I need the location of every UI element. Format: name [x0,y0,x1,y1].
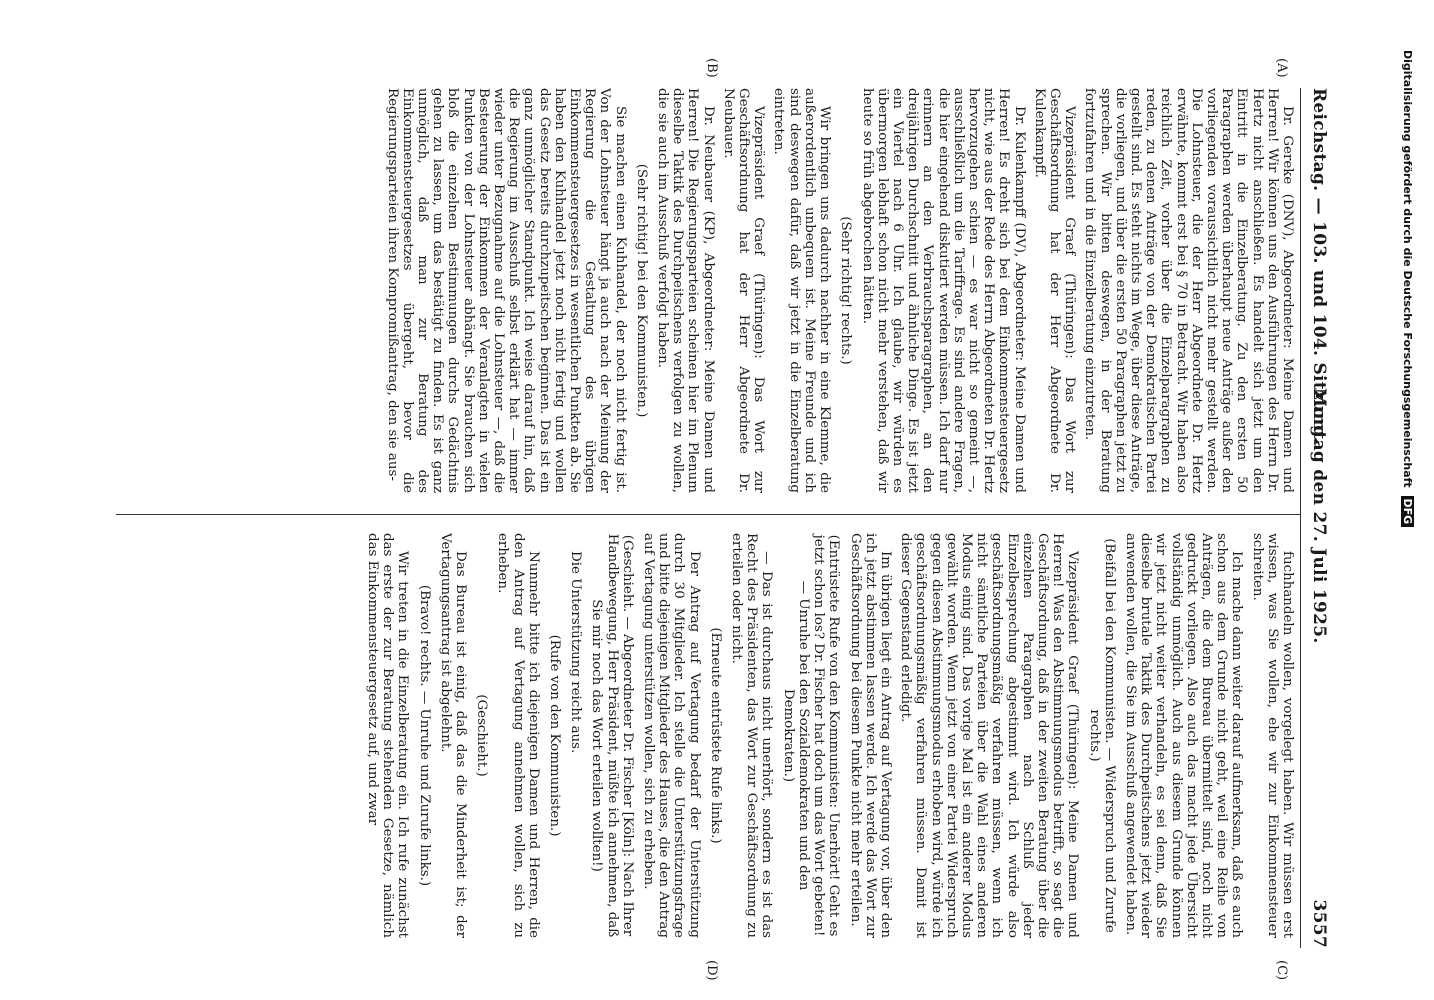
paragraph: Nunmehr bitte ich diejenigen Damen und Herren, die den Antrag auf Vertagung annehmen wollen, sich zu erheben. [495,533,541,938]
paragraph: Vizepräsident Graef (Thüringen): Das Wort zur Geschäftsordnung hat der Herr Abgeordnete Dr. Neubauer. [720,88,767,493]
paragraph: Das Bureau ist einig, daß das die Minderheit ist; der Vertagungsantrag ist abgelehnt. [437,533,469,938]
margin-letter-c: (C) [1274,960,1289,981]
paragraph: Vizepräsident Graef (Thüringen): Meine Damen und Herren! Was den Abstimmungsmodus betrifft, so sagt die Geschäftsordnung, daß in der zweiten Beratung über die einzelnen Paragraphen nach Schluß jeder Einzelbesprechung abgestimmt wird. Ich würde also geschäftsordnungsmäßig verfahren müssen, wenn ich nicht sämtliche Parteien über die Wahl eines anderen Modus einig sind. Das vorige Mal ist ein anderer Modus gewählt worden. Wenn jetzt von einer Partei Widerspruch gegen diesen Abstimmungsmodus erhoben wird, würde ich geschäftsordnungsmäßig verfahren müssen. Damit ist dieser Gegenstand erledigt. [898,533,1081,938]
interjection: (Erneute entrüstete Rufe links.) [707,627,723,844]
funding-note [1398,50,1414,750]
margin-letter-d: (D) [704,960,719,981]
header-left: Reichstag. — 103. und 104. Sitzung. [1309,88,1329,444]
page-header [1307,88,1329,948]
paragraph: Im übrigen liegt ein Antrag auf Vertagung vor, über den ich jetzt abstimmen lassen werde. Ich werde das Wort zur Geschäftsordnung bei diesem Punkte nicht mehr erteilen. [847,533,893,938]
interjection: (Sehr richtig! rechts.) [838,216,854,365]
document-page [114,58,1329,981]
header-date: Montag den 27. Juli 1925. [1309,388,1329,644]
paragraph: Die Unterstützung reicht aus. [568,551,584,754]
header-rule [1300,88,1301,948]
interjection: (Entrüstete Rufe von den Kommunisten: Unerhört! Geht es jetzt schon los? Dr. Fischer hat doch um das Wort gebeten! — Unruhe bei den Sozialdemokraten und den Demokraten.) [780,534,842,937]
interjection: (Geschieht.) [474,694,490,777]
paragraph: Dr. Gereke (DNV), Abgeordneter: Meine Damen und Herren! Wir können uns den Ausführungen des Herrn Dr. Hertz nicht anschließen. Es handelt sich jetzt um den Eintritt in die Einzelberatung. Zu den ersten 50 Paragraphen werden überhaupt neue Anträge außer den vorliegenden voraussichtlich nicht mehr gestellt werden. Die Lohnsteuer, die der Herr Abgeordnete Dr. Hertz erwähnte, kommt erst bei § 70 in Betracht. Wir haben also reichlich Zeit, vorher über die Einzelparagraphen zu reden, zu denen Anträge von der Demokratischen Partei gestellt sind. Es steht nichts im Wege, über diese Anträge, die vorliegen, und über die ersten 50 Paragraphen jetzt zu sprechen. Wir bitten deswegen, in der Beratung fortzufahren und in die Einzelberatung einzutreten. [1082,88,1295,493]
dfg-logo: DFG [1401,496,1414,528]
paragraph: Wir bringen uns dadurch nachher in eine Klemme, die außerordentlich unbequem ist. Meine Freunde und ich sind deswegen dafür, daß wir jetzt in die Einzelberatung eintreten. [771,88,833,493]
funding-note-text: Digitalisierung gefördert durch die Deutsche Forschungsgemeinschaft [1401,50,1414,488]
interjection: (Rufe von den Kommunisten.) [547,634,563,837]
interjection: (Geschieht. — Abgeordneter Dr. Fischer [Köln]: Nach Ihrer Handbewegung, Herr Präsident, müßte ich annehmen, daß Sie mir noch das Wort erteilen wollten!) [589,533,635,938]
right-column [115,533,1295,938]
interjection: (Bravo! rechts. — Unruhe und Zurufe links.) [416,584,432,887]
interjection: (Beifall bei den Kommunisten. — Widerspruch und Zurufe rechts.) [1086,538,1117,933]
paragraph: Wir treten in die Einzelberatung ein. Ich rufe zunächst das erste der zur Beratung stehenden Gesetze, nämlich das Einkommensteuergesetz auf, und zwar [365,533,411,938]
column-divider [116,514,1301,515]
paragraph: Sie machen einen Kuhhandel, der noch nicht fertig ist. Von der Lohnsteuer hängt ja auch nach der Meinung der Regierung die Gestaltung des übrigen Einkommensteuergesetzes in wesentlichen Punkten ab. Sie haben den Kuhhandel jetzt noch nicht fertig und wollen das Gesetz bereits durchzupeitschen beginnen. Das ist ein ganz unmöglicher Standpunkt. Ich weise darauf hin, daß die Regierung im Ausschuß selbst erklärt hat — immer wieder unter Bezugnahme auf die Lohnsteuer —, daß die Besteuerung der Einkommen der Veranlagten in vielen Punkten von der Lohnsteuer abhängt. Sie brauchen sich bloß die einzelnen Bestimmungen durchs Gedächtnis gehen zu lassen, um das bestätigt zu finden. Es ist ganz unmöglich, daß man zur Beratung des Einkommensteuergesetzes übergeht, bevor die Regierungsparteien ihren Kompromißantrag, den sie aus- [384,88,628,493]
paragraph: Der Antrag auf Vertagung bedarf der Unterstützung durch 30 Mitglieder. Ich stelle die Unterstützungsfrage und bitte diejenigen Mitglieder des Hauses, die den Antrag auf Vertagung unterstützen wollen, sich zu erheben. [641,533,702,938]
left-column [115,88,1295,493]
paragraph: fuchhandeln wollen, vorgelegt haben. Wir müssen erst wissen, was Sie wollen, ehe wir zur Einkommensteuer schreiten. [1249,533,1295,938]
paragraph: Dr. Neubauer (KP), Abgeordneter: Meine Damen und Herren! Die Regierungsparteien scheinen hier im Plenum dieselbe Taktik des Durchpeitschens verfolgen zu wollen, die sie auch im Ausschuß verfolgt haben. [655,88,716,493]
paragraph: — Das ist durchaus nicht unerhört, sondern es ist das Recht des Präsidenten, das Wort zur Geschäftsordnung zu erteilen oder nicht. [729,533,775,938]
paragraph: Dr. Kulenkampff (DV), Abgeordneter: Meine Damen und Herren! Es dreht sich bei dem Einkommensteuergesetz nicht, wie aus der Rede des Herrn Abgeordneten Dr. Hertz hervorzugehen schien — es war nicht so gemeint —, ausschließlich um die Tariffrage. Es sind andere Fragen, die hier eingehend diskutiert werden müssen. Ich darf nur erinnern an den Verbrauchsparagraphen, an den dreijährigen Durchschnitt und ähnliche Dinge. Es ist jetzt ein Viertel nach 6 Uhr. Ich glaube, wir würden es übermorgen lebhaft schon nicht mehr verstehen, daß wir heute so früh abgebrochen hätten. [859,88,1027,493]
paragraph: Vizepräsident Graef (Thüringen): Das Wort zur Geschäftsordnung hat der Herr Abgeordnete Dr. Kulenkampff. [1031,88,1078,493]
interjection: (Sehr richtig! bei den Kommunisten.) [633,163,649,418]
margin-letter-a: (A) [1274,58,1289,78]
paragraph: Ich mache dann weiter darauf aufmerksam, daß es auch schon aus dem Grunde nicht geht, weil eine Reihe von Anträgen, die dem Bureau übermittelt sind, noch nicht gedruckt vorliegen. Also auch das macht jede Übersicht vollständig unmöglich. Auch aus diesem Grunde können wir jetzt nicht weiter verhandeln, es sei denn, daß Sie dieselbe brutale Taktik des Durchpeitschens jetzt wieder anwenden wollen, die Sie im Ausschuß angewendet haben. [1122,533,1245,938]
margin-letter-b: (B) [704,58,719,78]
page-number: 3557 [1309,899,1329,948]
